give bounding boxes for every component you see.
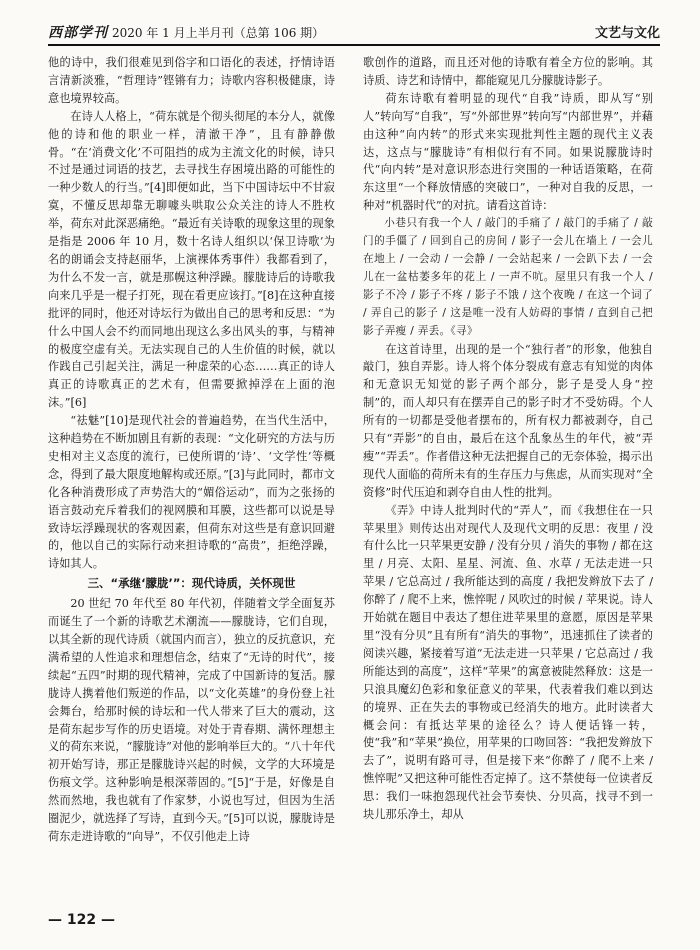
paragraph: 歌创作的道路，而且还对他的诗歌有着全方位的影响。其诗质、诗艺和诗情中，都能窥见几分朦胧诗影子。 — [363, 56, 653, 87]
paragraph: 在这首诗里，出现的是一个“独行者”的形象，他独自敲门，独自弄影。诗人将个体分裂成有意志有知觉的肉体和无意识无知觉的影子两个部分，影子是受人身“控制”的，而人却只有在摆弄自己的影子时才不受妨碍。个人所有的一切都是受他者摆布的，所有权力都被剥夺，自己只有“弄影”的自由，最后在这个乱象丛生的年代，被“弄瘦”“弄丢”。作者借这种无法把握自己的无奈体验，揭示出现代人面临的荷所未有的生存压力与焦虑，从而实现对“全资修”时代压迫和剥夺自由人性的批判。 — [363, 342, 653, 499]
journal-masthead — [48, 22, 324, 42]
page-number: — 122 — — [48, 912, 115, 928]
paragraph: “祛魅”[10]是现代社会的普遍趋势，在当代生活中，这种趋势在不断加剧且有新的表现：“文化研究的方法与历史相对主义态度的流行，已使所谓的‘诗’、‘文学性’等概念，得到了最大限度地解构或还原。”[3]与此同时，都市文化各种消费形成了声势浩大的“媚俗运动”，而为之张扬的语言鼓动充斥着我们的视网膜和耳膜，这些都可以说是导致诗坛浮躁现状的客观因素，但荷东对这些是有意识回避的，他以自己的实际行动来担诗歌的“高贵”，拒绝浮躁，诗如其人。 — [48, 414, 335, 571]
paragraph: 在诗人人格上，“荷东就是个彻头彻尾的本分人，就像他的诗和他的职业一样，清澈干净”，且有静静傲骨。“在‘消费文化’不可阻挡的成为主流文化的时候，诗只不过是通过词语的技艺，去寻找生存困境出路的可能性的一种少数人的行当。”[4]即便如此，当下中国诗坛中不甘寂寞，不懂反思却靠无聊噱头哄取公众关注的诗人不胜枚举，荷东对此深恶痛绝。“最近有关诗歌的现象这里的现象是指是 2006 年 10 月，数十名诗人组织以‘保卫诗歌’为名的朗诵会支持赵丽华，上演裸体秀事件）我都看到了，为什么不发一言，就是那幌这种浮躁。朦胧诗后的诗歌我向来几乎是一棍子打死，现在看更应该打。”[8]在这种直接批评的同时，他还对诗坛行为做出自己的思考和反思：“为什么中国人会不约而同地出现这么多出风头的事，与精神的极度空虚有关。无法实现自己的人生价值的时候，就以作践自己引起关注，满足一种虚荣的心态……真正的诗人真正的诗歌真正的艺术有，但需要掀掉浮在上面的泡沫。”[6] — [48, 109, 335, 410]
issue-info: 2020 年 1 月上半月刊（总第 106 期） — [112, 26, 325, 40]
right-column — [363, 54, 653, 904]
paragraph: 20 世纪 70 年代至 80 年代初，伴随着文学全面复苏而诞生了一个新的诗歌艺术潮流——朦胧诗，它们自现，以其全新的现代诗质（就国内而言），独立的反抗意识，充满希望的人性追求和理想信念，结束了“无诗的时代”，接续起“五四”时期的现代精神，完成了中国新诗的复活。朦胧诗人携着他们叛逆的作品，以“文化英雄”的身份登上社会舞台，给那时候的诗坛和一代人带来了巨大的震动，这是荷东起步写作的历史语境。对处于青春期、满怀理想主义的荷东来说，“朦胧诗”对他的影响举巨大的。“八十年代初开始写诗，那正是朦胧诗兴起的时候，文学的大环境是伤痕文学。这种影响是根深蒂固的。”[5]“于是，好像是自然而然地，我也就有了作家梦，小说也写过，但因为生活圈泥少，就选择了写诗，直到今天。”[5]可以说，朦胧诗是荷东走进诗歌的“向导”，不仅引他走上诗 — [48, 597, 335, 843]
left-column — [48, 54, 335, 904]
journal-logo: 西部学刊 — [48, 25, 108, 41]
section-heading: 三、“承继‘朦胧’”：现代诗质，关怀现世 — [87, 576, 296, 591]
paragraph: 他的诗中，我们很难见到俗字和口语化的表述，抒情诗语言清新淡雅，“哲理诗”铿锵有力；诗歌内容积极健康，诗意也境界较高。 — [48, 56, 335, 105]
poem-block: 小巷只有我一个人 / 敲门的手痛了 / 敲门的手痛了 / 敲门的手僵了 / 回到自己的房间 / 影子一会儿在墙上 / 一会儿在地上 / 一会动 / 一会静 / 一会站起来 / 一会趴下去 / 一会儿在一盆枯萎多年的花上 / 一声不吭。屋里只有我一个人 / 影子不冷 / 影子不疼 / 影子不饿 / 这个夜晚 / 在这一个词了 / 弄自己的影子 / 这是唯一没有人妨碍的事情 / 直到自己把影子弄瘦 / 弄丢。《寻》 — [363, 217, 653, 337]
paragraph: 《弄》中诗人批判时代的“弄人”，而《我想住在一只苹果里》则传达出对现代人及现代文明的反思：夜里 / 没有什么比一只苹果更安静 / 没有分贝 / 消失的事物 / 都在这里 / 月亮、太阳、星星、河流、鱼、水草 / 无法走进一只苹果 / 它总高过 / 我所能达到的高度 / 我把发辫放下去了 / 你醉了 / 爬不上来，憔悴呢 / 风吹过的时候 / 苹果说。诗人开始就在题目中表达了想住进苹果里的意愿，原因是苹果里“没有分贝”且有所有“消失的事物”，迅速抓住了读者的阅读兴趣，紧接着写道“无法走进一只苹果 / 它总高过 / 我所能达到的高度”，这样“苹果”的寓意被陡然释放：这是一只浪具魔幻色彩和象征意义的苹果，代表着我们难以到达的境界、正在失去的事物或已经消失的地方。此时读者大概会问：有抵达苹果的途径么？诗人便话锋一转，使“我”和“苹果”换位，用苹果的口吻回答：“我把发辫放下去了”，说明有路可寻，但是接下来“你醉了 / 爬不上来 / 憔悴呢”又把这种可能性否定掉了。这不禁使每一位读者反思：我们一味抱怨现代社会节奏快、分贝高，找寻不到一块儿那乐净土，却从 — [363, 503, 653, 822]
section-title: 文艺与文化 — [594, 26, 660, 41]
paragraph: 荷东诗歌有着明显的现代“自我”诗质，即从写“别人”转向写“自我”，写“外部世界”转向写“内部世界”，并藉由这种“向内转”的形式来实现批判性主题的现代主义表达，这点与“朦胧诗”有相似行有不同。如果说朦胧诗时代“向内转”是对意识形态进行突围的一种话语策略，在荷东这里“一个释放情感的突破口”，一种对自我的反思，一种对“机器时代”的对抗。请看这首诗： — [363, 91, 653, 213]
page-header — [48, 20, 660, 46]
